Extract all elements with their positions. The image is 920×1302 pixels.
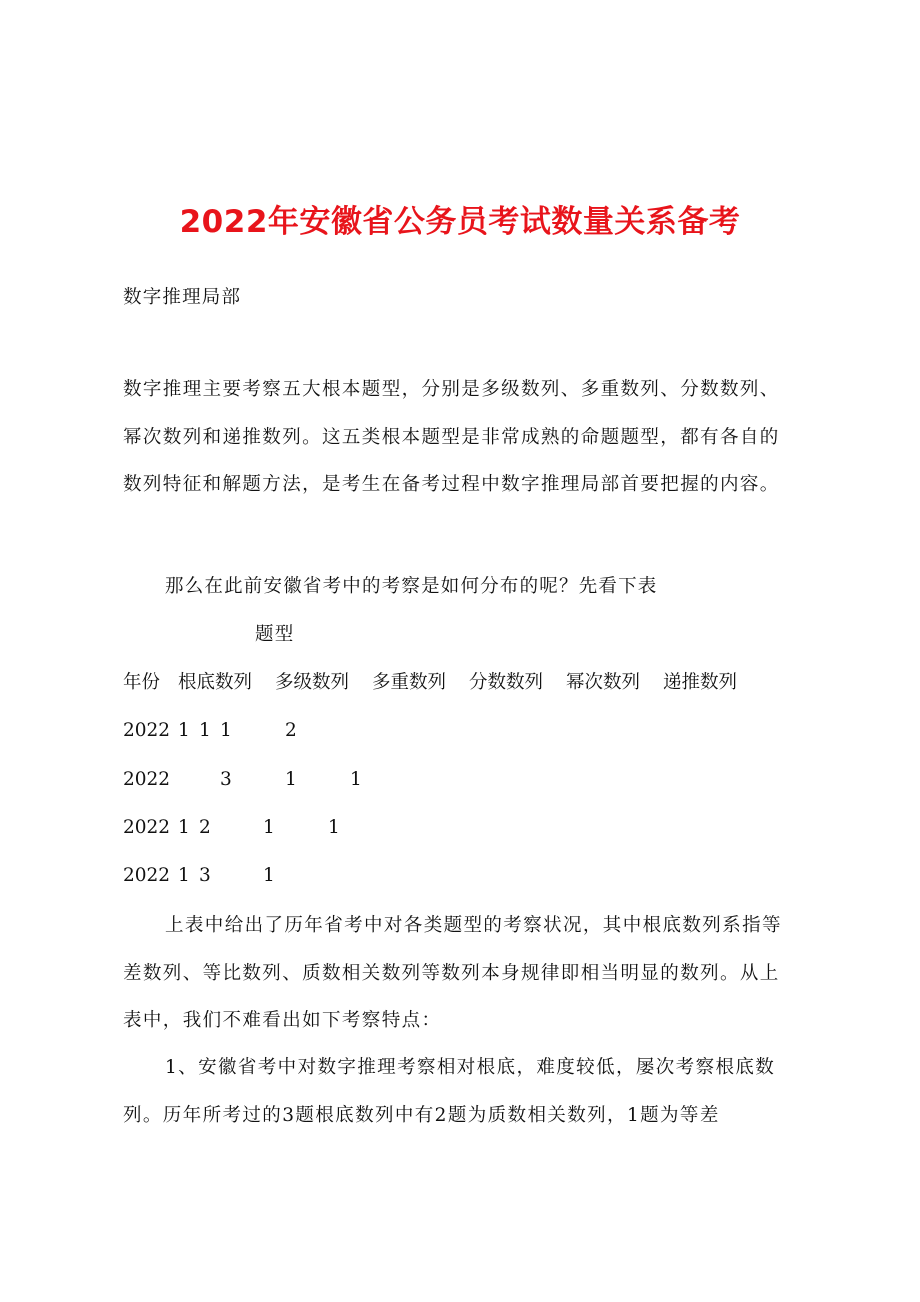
table-cell: 2 bbox=[199, 817, 211, 838]
col-header-multilevel: 多级数列 bbox=[275, 672, 350, 693]
table-cell: 1 bbox=[263, 817, 275, 838]
table-cell: 3 bbox=[220, 769, 232, 790]
intro-paragraph: 数字推理主要考察五大根本题型，分别是多级数列、多重数列、分数数列、幂次数列和递推数列。这五类根本题型是非常成熟的命题题型，都有各自的数列特征和解题方法，是考生在备考过程中数字推理局部首要把握的内容。 bbox=[123, 379, 780, 495]
table-cell: 1 bbox=[328, 817, 340, 838]
table-group-header: 题型 bbox=[255, 624, 295, 645]
table-cell: 1 bbox=[350, 769, 362, 790]
col-header-fraction: 分数数列 bbox=[469, 672, 544, 693]
table-cell: 2022 bbox=[123, 865, 171, 886]
table-cell: 1 bbox=[199, 720, 211, 741]
col-header-power: 幂次数列 bbox=[566, 672, 641, 693]
table-cell: 1 bbox=[263, 865, 275, 886]
table-cell: 1 bbox=[220, 720, 232, 741]
table-cell: 1 bbox=[178, 817, 190, 838]
document-title: 2022年安徽省公务员考试数量关系备考 bbox=[179, 204, 741, 240]
table-cell: 3 bbox=[199, 865, 211, 886]
col-header-basic: 根底数列 bbox=[178, 672, 253, 693]
table-cell: 1 bbox=[178, 720, 190, 741]
table-cell: 2022 bbox=[123, 769, 171, 790]
table-cell: 2 bbox=[285, 720, 297, 741]
analysis-paragraph: 上表中给出了历年省考中对各类题型的考察状况，其中根底数列系指等差数列、等比数列、质数相关数列等数列本身规律即相当明显的数列。从上表中，我们不难看出如下考察特点： bbox=[123, 915, 782, 1031]
table-cell: 1 bbox=[285, 769, 297, 790]
table-cell: 2022 bbox=[123, 817, 171, 838]
col-header-multiple: 多重数列 bbox=[372, 672, 447, 693]
question-line: 那么在此前安徽省考中的考察是如何分布的呢？先看下表 bbox=[165, 576, 658, 597]
table-cell: 2022 bbox=[123, 720, 171, 741]
table-cell: 1 bbox=[178, 865, 190, 886]
col-header-year: 年份 bbox=[123, 672, 161, 693]
col-header-recursive: 递推数列 bbox=[663, 672, 738, 693]
point-paragraph: 1、安徽省考中对数字推理考察相对根底，难度较低，屡次考察根底数列。历年所考过的3题根底数列中有2题为质数相关数列，1题为等差 bbox=[123, 1057, 776, 1126]
section-heading: 数字推理局部 bbox=[123, 287, 242, 308]
